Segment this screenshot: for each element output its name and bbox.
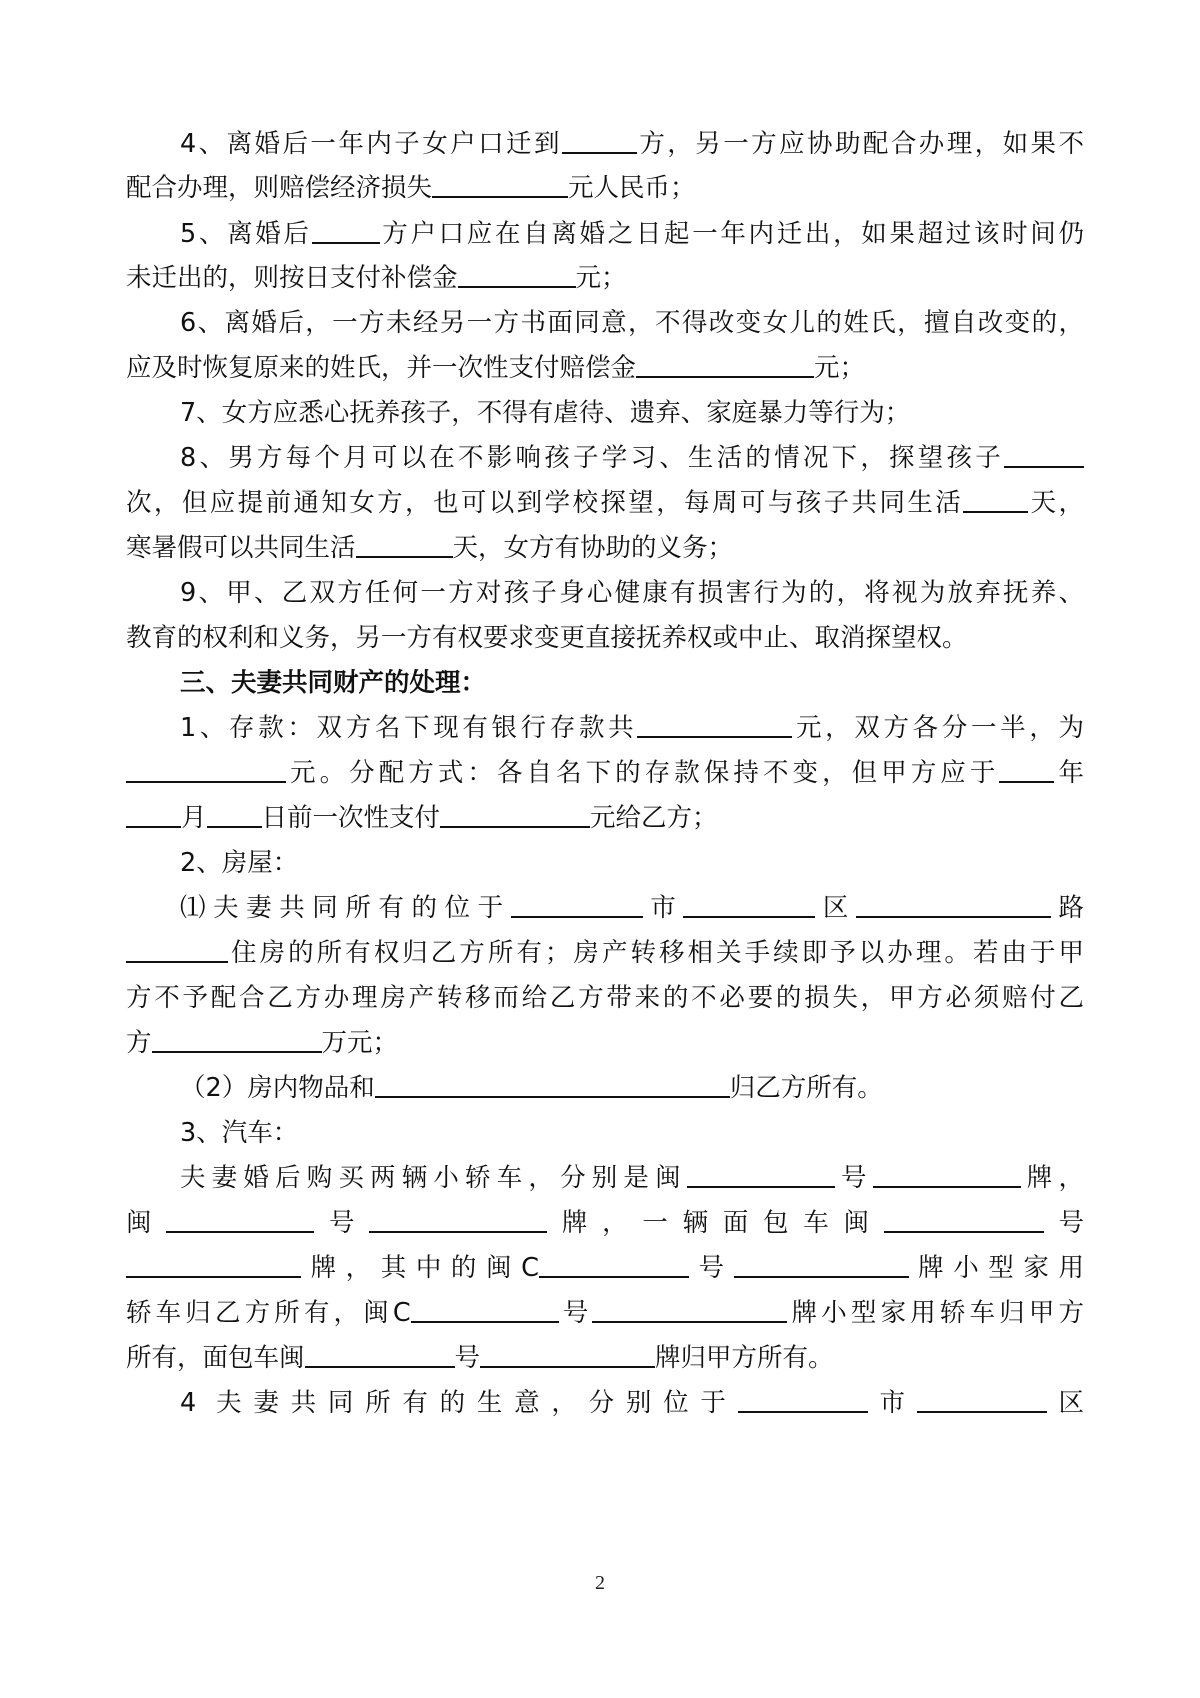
text-line [180,1386,1084,1420]
line-text: 牌，一辆面包车闽 [547,1208,884,1238]
text-line [126,351,1084,385]
line-text: 牌， [1020,1163,1084,1193]
line-text: ⑴夫妻共同所有的位于 [180,893,511,923]
fill-in-blank[interactable] [734,1252,909,1278]
line-text: 方不予配合乙方办理房产转移而给乙方带来的不必要的损失，甲方必须赔付乙 [126,983,1084,1013]
line-text: 区 [815,893,856,923]
fill-in-blank[interactable] [126,937,228,963]
fill-in-blank[interactable] [1004,442,1084,468]
line-text: 路 [1050,893,1084,923]
line-text: 方，另一方应协助配合办理，如果不 [636,129,1084,159]
line-text: 应及时恢复原来的姓氏，并一次性支付赔偿金 [126,353,637,383]
line-text: 2、房屋： [180,848,299,878]
fill-in-blank[interactable] [356,532,453,558]
line-text: 万元； [321,1028,399,1058]
line-text: 归乙方所有。 [729,1073,883,1103]
text-line [180,217,1084,251]
line-text: 9、甲、乙双方任何一方对孩子身心健康有损害行为的，将视为放弃抚养、 [180,578,1084,608]
text-line [126,1296,1084,1330]
line-text: 所有，面包车闽 [126,1343,305,1373]
line-text: 号 [834,1163,873,1193]
line-text: 7、女方应悉心抚养孩子，不得有虐待、遗弃、家庭暴力等行为； [180,398,911,428]
line-text: 牌，其中的闽C [301,1253,539,1283]
fill-in-blank[interactable] [917,1387,1047,1413]
line-text: 牌小型家用轿车归甲方 [787,1298,1084,1328]
fill-in-blank[interactable] [375,1072,730,1098]
line-text: 配合办理，则赔偿经济损失 [126,173,433,203]
line-text: 闽 [126,1208,167,1238]
line-text: （2）房内物品和 [180,1073,375,1103]
fill-in-blank[interactable] [126,802,181,828]
line-text: 住房的所有权归乙方所有；房产转移相关手续即予以办理。若由于甲 [228,938,1084,968]
text-line [126,1206,1084,1240]
line-text: 夫妻婚后购买两辆小轿车，分别是闽 [180,1163,687,1193]
fill-in-blank[interactable] [683,892,815,918]
line-text: 元； [814,353,866,383]
fill-in-blank[interactable] [637,712,792,738]
text-line [180,441,1084,475]
line-text: 年 [1054,758,1084,788]
line-text: 号 [558,1298,593,1328]
fill-in-blank[interactable] [873,1162,1021,1188]
line-text: 天， [1028,488,1084,518]
fill-in-blank[interactable] [369,1207,547,1233]
text-line [180,576,1084,610]
fill-in-blank[interactable] [458,262,576,288]
text-line [126,756,1084,790]
fill-in-blank[interactable] [592,1297,787,1323]
fill-in-blank[interactable] [636,352,814,378]
fill-in-blank[interactable] [562,128,637,154]
line-text: 5、离婚后 [180,219,312,249]
fill-in-blank[interactable] [411,1297,559,1323]
text-line [180,891,1084,925]
line-text: 元； [575,263,627,293]
text-line [180,1116,1084,1150]
text-line [126,261,1084,295]
fill-in-blank[interactable] [884,1207,1044,1233]
line-text: 号 [688,1253,734,1283]
line-text: 寒暑假可以共同生活 [126,533,356,563]
line-text: 市 [867,1388,917,1418]
text-line [126,936,1084,970]
line-text: 月 [181,803,207,833]
fill-in-blank[interactable] [126,757,286,783]
line-text: 区 [1046,1388,1084,1418]
text-line [180,711,1084,745]
fill-in-blank[interactable] [312,218,380,244]
text-line [126,171,1084,205]
line-text: 元。分配方式：各自名下的存款保持不变，但甲方应于 [286,758,1000,788]
line-text: 3、汽车： [180,1118,299,1148]
text-line [180,846,1084,880]
fill-in-blank[interactable] [305,1342,455,1368]
text-line [180,1071,1084,1105]
text-line [180,396,1084,430]
text-line [126,531,1084,565]
line-text: 8、男方每个月可以在不影响孩子学习、生活的情况下，探望孩子 [180,443,1004,473]
fill-in-blank[interactable] [738,1387,868,1413]
text-line [126,486,1084,520]
text-line [180,1161,1084,1195]
section-heading [180,666,1084,700]
line-text: 4 夫妻共同所有的生意，分别位于 [180,1388,738,1418]
text-line [126,981,1084,1015]
line-text: 元人民币； [568,173,696,203]
text-line [126,1341,1084,1375]
line-text: 市 [642,893,684,923]
line-text: 号 [314,1208,370,1238]
line-text: 方户口应在自离婚之日起一年内迁出，如果超过该时间仍 [379,219,1084,249]
page-number: 2 [595,1572,605,1594]
fill-in-blank[interactable] [856,892,1051,918]
fill-in-blank[interactable] [432,172,568,198]
line-text: 日前一次性支付 [261,803,441,833]
line-text: 牌小型家用 [908,1253,1084,1283]
fill-in-blank[interactable] [511,892,643,918]
line-text: 1、存款：双方名下现有银行存款共 [180,713,638,743]
text-line [126,801,1084,835]
text-line [180,306,1084,340]
fill-in-blank[interactable] [126,1252,301,1278]
text-line [126,1026,1084,1060]
text-line [126,1251,1084,1285]
line-text: 号 [454,1343,481,1373]
fill-in-blank[interactable] [207,802,262,828]
line-text: 方 [126,1028,152,1058]
line-text: 6、离婚后，一方未经另一方书面同意，不得改变女儿的姓氏，擅自改变的， [180,308,1084,338]
text-line [180,127,1084,161]
fill-in-blank[interactable] [539,1252,689,1278]
text-line [126,621,1084,655]
fill-in-blank[interactable] [687,1162,835,1188]
fill-in-blank[interactable] [999,757,1054,783]
fill-in-blank[interactable] [152,1027,322,1053]
fill-in-blank[interactable] [166,1207,314,1233]
line-text: 三、夫妻共同财产的处理： [180,668,487,698]
line-text: 4、离婚后一年内子女户口迁到 [180,129,562,159]
line-text: 未迁出的，则按日支付补偿金 [126,263,458,293]
line-text: 号 [1043,1208,1084,1238]
line-text: 元，双方各分一半，为 [792,713,1084,743]
fill-in-blank[interactable] [440,802,590,828]
fill-in-blank[interactable] [963,487,1028,513]
fill-in-blank[interactable] [480,1342,655,1368]
line-text: 元给乙方； [590,803,718,833]
line-text: 次，但应提前通知女方，也可以到学校探望，每周可与孩子共同生活 [126,488,964,518]
line-text: 牌归甲方所有。 [655,1343,834,1373]
line-text: 天，女方有协助的义务； [452,533,734,563]
line-text: 轿车归乙方所有，闽C [126,1298,411,1328]
line-text: 教育的权利和义务，另一方有权要求变更直接抚养权或中止、取消探望权。 [126,623,968,653]
